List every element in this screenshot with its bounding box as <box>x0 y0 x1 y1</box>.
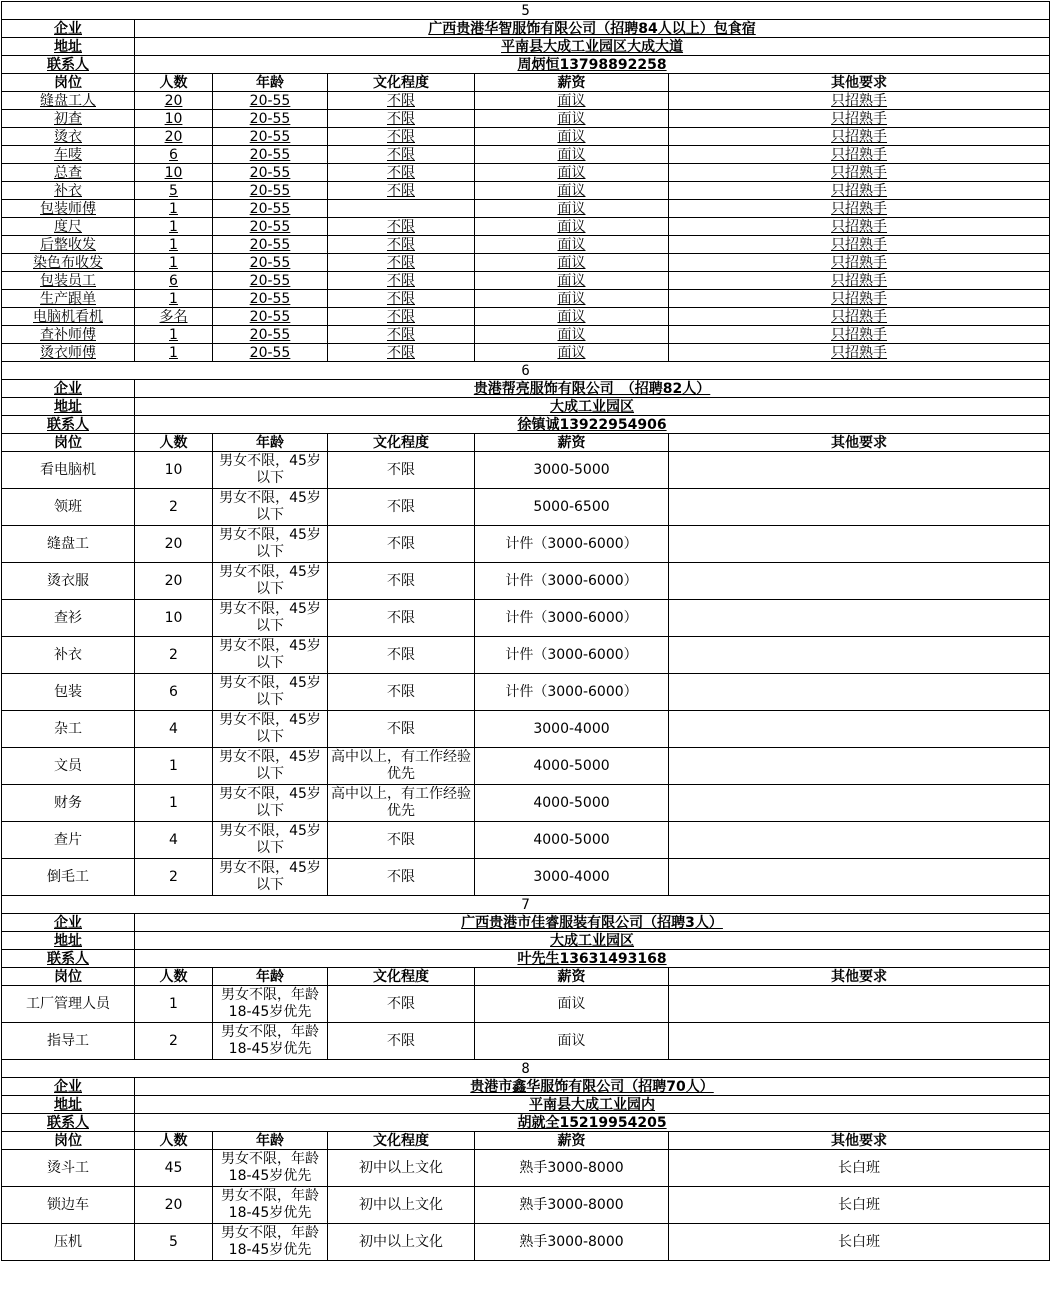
cell-other: 只招熟手 <box>669 290 1050 308</box>
table-row <box>2 637 1050 674</box>
address-label: 地址 <box>2 1096 135 1114</box>
cell-other: 只招熟手 <box>669 218 1050 236</box>
cell-count: 4 <box>135 822 213 859</box>
cell-other: 只招熟手 <box>669 308 1050 326</box>
company-row <box>2 20 1050 38</box>
cell-age: 20-55 <box>213 110 328 128</box>
cell-education: 不限 <box>328 110 475 128</box>
header-education: 文化程度 <box>328 74 475 92</box>
company-value: 广西贵港华智服饰有限公司（招聘84人以上）包食宿 <box>135 20 1050 38</box>
cell-salary: 面议 <box>475 344 669 362</box>
cell-count: 1 <box>135 986 213 1023</box>
cell-salary: 4000-5000 <box>475 748 669 785</box>
cell-age: 20-55 <box>213 326 328 344</box>
cell-position: 包装员工 <box>2 272 135 290</box>
cell-age: 男女不限，年龄18-45岁优先 <box>213 986 328 1023</box>
cell-count: 4 <box>135 711 213 748</box>
cell-count: 1 <box>135 218 213 236</box>
cell-salary: 面议 <box>475 110 669 128</box>
cell-position: 度尺 <box>2 218 135 236</box>
cell-count: 5 <box>135 1224 213 1261</box>
section-number-row <box>2 362 1050 380</box>
cell-other: 只招熟手 <box>669 254 1050 272</box>
cell-education: 不限 <box>328 452 475 489</box>
cell-count: 2 <box>135 859 213 896</box>
cell-age: 男女不限，45岁以下 <box>213 748 328 785</box>
cell-other <box>669 785 1050 822</box>
cell-count: 1 <box>135 344 213 362</box>
section-number-row <box>2 896 1050 914</box>
cell-count: 1 <box>135 785 213 822</box>
company-row <box>2 380 1050 398</box>
cell-salary: 3000-4000 <box>475 859 669 896</box>
cell-education <box>328 200 475 218</box>
header-position: 岗位 <box>2 1132 135 1150</box>
cell-age: 男女不限，45岁以下 <box>213 859 328 896</box>
cell-position: 查补师傅 <box>2 326 135 344</box>
column-header-row <box>2 968 1050 986</box>
header-other: 其他要求 <box>669 434 1050 452</box>
cell-education: 高中以上，有工作经验优先 <box>328 748 475 785</box>
cell-count: 1 <box>135 290 213 308</box>
table-row <box>2 822 1050 859</box>
cell-salary: 熟手3000-8000 <box>475 1224 669 1261</box>
cell-education: 不限 <box>328 859 475 896</box>
cell-count: 1 <box>135 326 213 344</box>
header-education: 文化程度 <box>328 968 475 986</box>
address-value: 平南县大成工业园区大成大道 <box>135 38 1050 56</box>
cell-other: 只招熟手 <box>669 182 1050 200</box>
cell-age: 男女不限，年龄18-45岁优先 <box>213 1023 328 1060</box>
cell-other: 只招熟手 <box>669 92 1050 110</box>
table-row <box>2 785 1050 822</box>
cell-other <box>669 748 1050 785</box>
cell-count: 1 <box>135 254 213 272</box>
table-row <box>2 128 1050 146</box>
company-label: 企业 <box>2 1078 135 1096</box>
cell-position: 补衣 <box>2 637 135 674</box>
cell-count: 5 <box>135 182 213 200</box>
header-count: 人数 <box>135 1132 213 1150</box>
cell-education: 不限 <box>328 637 475 674</box>
cell-education: 不限 <box>328 600 475 637</box>
table-row <box>2 218 1050 236</box>
cell-age: 20-55 <box>213 290 328 308</box>
cell-education: 不限 <box>328 236 475 254</box>
cell-age: 20-55 <box>213 128 328 146</box>
contact-row <box>2 56 1050 74</box>
cell-other: 只招熟手 <box>669 344 1050 362</box>
cell-other <box>669 1023 1050 1060</box>
cell-education: 不限 <box>328 146 475 164</box>
address-row <box>2 1096 1050 1114</box>
cell-salary: 计件（3000-6000） <box>475 637 669 674</box>
cell-position: 查衫 <box>2 600 135 637</box>
header-education: 文化程度 <box>328 434 475 452</box>
cell-age: 男女不限，45岁以下 <box>213 822 328 859</box>
cell-age: 男女不限，45岁以下 <box>213 785 328 822</box>
table-row <box>2 489 1050 526</box>
cell-education: 不限 <box>328 986 475 1023</box>
cell-position: 电脑机看机 <box>2 308 135 326</box>
cell-education: 初中以上文化 <box>328 1224 475 1261</box>
cell-education: 不限 <box>328 128 475 146</box>
cell-age: 男女不限，年龄18-45岁优先 <box>213 1224 328 1261</box>
table-row <box>2 308 1050 326</box>
cell-salary: 面议 <box>475 986 669 1023</box>
cell-salary: 面议 <box>475 146 669 164</box>
table-row <box>2 563 1050 600</box>
address-label: 地址 <box>2 38 135 56</box>
cell-position: 指导工 <box>2 1023 135 1060</box>
cell-salary: 3000-5000 <box>475 452 669 489</box>
cell-position: 文员 <box>2 748 135 785</box>
cell-salary: 面议 <box>475 326 669 344</box>
cell-count: 45 <box>135 1150 213 1187</box>
address-label: 地址 <box>2 398 135 416</box>
cell-salary: 计件（3000-6000） <box>475 600 669 637</box>
cell-position: 查片 <box>2 822 135 859</box>
cell-education: 不限 <box>328 272 475 290</box>
table-row <box>2 254 1050 272</box>
cell-other: 长白班 <box>669 1224 1050 1261</box>
cell-salary: 面议 <box>475 200 669 218</box>
cell-age: 20-55 <box>213 164 328 182</box>
header-salary: 薪资 <box>475 74 669 92</box>
cell-position: 烫斗工 <box>2 1150 135 1187</box>
table-row <box>2 1023 1050 1060</box>
cell-count: 多名 <box>135 308 213 326</box>
cell-salary: 面议 <box>475 1023 669 1060</box>
cell-education: 不限 <box>328 92 475 110</box>
contact-row <box>2 950 1050 968</box>
contact-value: 胡就全15219954205 <box>135 1114 1050 1132</box>
company-label: 企业 <box>2 20 135 38</box>
cell-salary: 3000-4000 <box>475 711 669 748</box>
cell-education: 不限 <box>328 711 475 748</box>
table-row <box>2 290 1050 308</box>
cell-position: 生产跟单 <box>2 290 135 308</box>
cell-education: 不限 <box>328 1023 475 1060</box>
cell-position: 压机 <box>2 1224 135 1261</box>
company-value: 广西贵港市佳睿服装有限公司（招聘3人） <box>135 914 1050 932</box>
cell-other: 只招熟手 <box>669 128 1050 146</box>
address-row <box>2 932 1050 950</box>
cell-salary: 面议 <box>475 128 669 146</box>
table-row <box>2 344 1050 362</box>
section-number-row <box>2 1060 1050 1078</box>
cell-count: 10 <box>135 600 213 637</box>
company-label: 企业 <box>2 914 135 932</box>
cell-age: 20-55 <box>213 92 328 110</box>
contact-row <box>2 1114 1050 1132</box>
table-row <box>2 600 1050 637</box>
table-row <box>2 200 1050 218</box>
cell-age: 20-55 <box>213 308 328 326</box>
cell-salary: 面议 <box>475 290 669 308</box>
cell-count: 20 <box>135 92 213 110</box>
cell-count: 2 <box>135 637 213 674</box>
table-row <box>2 146 1050 164</box>
cell-other: 只招熟手 <box>669 236 1050 254</box>
cell-count: 1 <box>135 200 213 218</box>
cell-salary: 面议 <box>475 308 669 326</box>
header-age: 年龄 <box>213 74 328 92</box>
table-row <box>2 272 1050 290</box>
cell-age: 20-55 <box>213 182 328 200</box>
cell-salary: 4000-5000 <box>475 785 669 822</box>
table-row <box>2 859 1050 896</box>
header-position: 岗位 <box>2 968 135 986</box>
cell-education: 不限 <box>328 164 475 182</box>
table-row <box>2 236 1050 254</box>
cell-position: 后整收发 <box>2 236 135 254</box>
cell-education: 不限 <box>328 308 475 326</box>
table-row <box>2 986 1050 1023</box>
cell-position: 烫衣 <box>2 128 135 146</box>
cell-other <box>669 452 1050 489</box>
cell-age: 20-55 <box>213 200 328 218</box>
cell-count: 10 <box>135 110 213 128</box>
header-other: 其他要求 <box>669 74 1050 92</box>
company-value: 贵港市鑫华服饰有限公司（招聘70人） <box>135 1078 1050 1096</box>
cell-other <box>669 986 1050 1023</box>
header-age: 年龄 <box>213 968 328 986</box>
table-row <box>2 110 1050 128</box>
cell-count: 10 <box>135 452 213 489</box>
cell-education: 不限 <box>328 344 475 362</box>
cell-age: 20-55 <box>213 218 328 236</box>
cell-salary: 面议 <box>475 164 669 182</box>
cell-position: 总查 <box>2 164 135 182</box>
cell-position: 车唛 <box>2 146 135 164</box>
cell-count: 20 <box>135 563 213 600</box>
cell-salary: 4000-5000 <box>475 822 669 859</box>
address-value: 平南县大成工业园内 <box>135 1096 1050 1114</box>
header-salary: 薪资 <box>475 434 669 452</box>
cell-education: 不限 <box>328 563 475 600</box>
cell-other <box>669 859 1050 896</box>
cell-education: 不限 <box>328 254 475 272</box>
cell-education: 不限 <box>328 489 475 526</box>
contact-value: 徐镇诚13922954906 <box>135 416 1050 434</box>
table-row <box>2 711 1050 748</box>
header-position: 岗位 <box>2 74 135 92</box>
cell-count: 2 <box>135 1023 213 1060</box>
cell-salary: 5000-6500 <box>475 489 669 526</box>
cell-position: 初查 <box>2 110 135 128</box>
cell-salary: 计件（3000-6000） <box>475 526 669 563</box>
cell-age: 20-55 <box>213 344 328 362</box>
table-row <box>2 164 1050 182</box>
cell-other <box>669 563 1050 600</box>
cell-other: 只招熟手 <box>669 146 1050 164</box>
cell-education: 不限 <box>328 326 475 344</box>
cell-education: 不限 <box>328 218 475 236</box>
cell-age: 男女不限，45岁以下 <box>213 526 328 563</box>
section-number: 8 <box>2 1060 1050 1078</box>
company-label: 企业 <box>2 380 135 398</box>
column-header-row <box>2 74 1050 92</box>
cell-other: 长白班 <box>669 1187 1050 1224</box>
cell-other <box>669 674 1050 711</box>
section-number: 6 <box>2 362 1050 380</box>
cell-education: 初中以上文化 <box>328 1150 475 1187</box>
address-value: 大成工业园区 <box>135 398 1050 416</box>
table-row <box>2 1187 1050 1224</box>
cell-count: 6 <box>135 674 213 711</box>
cell-position: 缝盘工 <box>2 526 135 563</box>
header-other: 其他要求 <box>669 968 1050 986</box>
cell-salary: 面议 <box>475 236 669 254</box>
cell-age: 男女不限，45岁以下 <box>213 674 328 711</box>
header-age: 年龄 <box>213 434 328 452</box>
cell-position: 杂工 <box>2 711 135 748</box>
table-row <box>2 526 1050 563</box>
cell-salary: 熟手3000-8000 <box>475 1150 669 1187</box>
table-row <box>2 748 1050 785</box>
cell-other <box>669 526 1050 563</box>
cell-position: 缝盘工人 <box>2 92 135 110</box>
cell-count: 20 <box>135 526 213 563</box>
cell-salary: 计件（3000-6000） <box>475 563 669 600</box>
cell-salary: 计件（3000-6000） <box>475 674 669 711</box>
header-salary: 薪资 <box>475 1132 669 1150</box>
contact-label: 联系人 <box>2 416 135 434</box>
table-row <box>2 674 1050 711</box>
cell-other: 只招熟手 <box>669 326 1050 344</box>
cell-other <box>669 822 1050 859</box>
cell-count: 20 <box>135 128 213 146</box>
header-count: 人数 <box>135 74 213 92</box>
address-value: 大成工业园区 <box>135 932 1050 950</box>
cell-education: 高中以上，有工作经验优先 <box>328 785 475 822</box>
cell-position: 工厂管理人员 <box>2 986 135 1023</box>
company-row <box>2 914 1050 932</box>
cell-other: 长白班 <box>669 1150 1050 1187</box>
cell-education: 初中以上文化 <box>328 1187 475 1224</box>
cell-education: 不限 <box>328 290 475 308</box>
cell-age: 男女不限，年龄18-45岁优先 <box>213 1187 328 1224</box>
contact-value: 叶先生13631493168 <box>135 950 1050 968</box>
cell-count: 1 <box>135 236 213 254</box>
table-row <box>2 1150 1050 1187</box>
cell-age: 20-55 <box>213 254 328 272</box>
cell-salary: 面议 <box>475 218 669 236</box>
cell-age: 20-55 <box>213 236 328 254</box>
cell-position: 烫衣服 <box>2 563 135 600</box>
cell-age: 男女不限，45岁以下 <box>213 489 328 526</box>
contact-label: 联系人 <box>2 1114 135 1132</box>
table-row <box>2 182 1050 200</box>
header-age: 年龄 <box>213 1132 328 1150</box>
column-header-row <box>2 434 1050 452</box>
table-row <box>2 326 1050 344</box>
cell-count: 2 <box>135 489 213 526</box>
cell-position: 倒毛工 <box>2 859 135 896</box>
recruitment-table-body <box>2 2 1050 1261</box>
cell-salary: 熟手3000-8000 <box>475 1187 669 1224</box>
cell-other: 只招熟手 <box>669 200 1050 218</box>
cell-salary: 面议 <box>475 182 669 200</box>
cell-education: 不限 <box>328 526 475 563</box>
cell-education: 不限 <box>328 822 475 859</box>
cell-position: 包装 <box>2 674 135 711</box>
cell-position: 看电脑机 <box>2 452 135 489</box>
table-row <box>2 452 1050 489</box>
cell-position: 财务 <box>2 785 135 822</box>
cell-count: 6 <box>135 146 213 164</box>
cell-other <box>669 600 1050 637</box>
header-other: 其他要求 <box>669 1132 1050 1150</box>
cell-position: 包装师傅 <box>2 200 135 218</box>
cell-position: 领班 <box>2 489 135 526</box>
contact-value: 周炳恒13798892258 <box>135 56 1050 74</box>
cell-age: 男女不限，45岁以下 <box>213 452 328 489</box>
address-row <box>2 38 1050 56</box>
section-number: 5 <box>2 2 1050 20</box>
address-row <box>2 398 1050 416</box>
cell-other <box>669 711 1050 748</box>
header-count: 人数 <box>135 968 213 986</box>
address-label: 地址 <box>2 932 135 950</box>
recruitment-table <box>1 1 1050 1261</box>
cell-count: 1 <box>135 748 213 785</box>
cell-position: 染色布收发 <box>2 254 135 272</box>
header-salary: 薪资 <box>475 968 669 986</box>
section-number-row <box>2 2 1050 20</box>
header-position: 岗位 <box>2 434 135 452</box>
company-row <box>2 1078 1050 1096</box>
column-header-row <box>2 1132 1050 1150</box>
cell-other <box>669 637 1050 674</box>
cell-count: 6 <box>135 272 213 290</box>
cell-other: 只招熟手 <box>669 272 1050 290</box>
section-number: 7 <box>2 896 1050 914</box>
cell-position: 补衣 <box>2 182 135 200</box>
cell-salary: 面议 <box>475 92 669 110</box>
cell-other: 只招熟手 <box>669 110 1050 128</box>
contact-label: 联系人 <box>2 950 135 968</box>
cell-position: 烫衣师傅 <box>2 344 135 362</box>
cell-age: 20-55 <box>213 146 328 164</box>
cell-salary: 面议 <box>475 272 669 290</box>
cell-age: 男女不限，45岁以下 <box>213 637 328 674</box>
contact-label: 联系人 <box>2 56 135 74</box>
table-row <box>2 92 1050 110</box>
cell-age: 男女不限，年龄18-45岁优先 <box>213 1150 328 1187</box>
cell-age: 男女不限，45岁以下 <box>213 563 328 600</box>
cell-count: 20 <box>135 1187 213 1224</box>
cell-age: 男女不限，45岁以下 <box>213 600 328 637</box>
cell-education: 不限 <box>328 182 475 200</box>
cell-education: 不限 <box>328 674 475 711</box>
header-education: 文化程度 <box>328 1132 475 1150</box>
table-row <box>2 1224 1050 1261</box>
company-value: 贵港帮亮服饰有限公司 （招聘82人） <box>135 380 1050 398</box>
cell-other: 只招熟手 <box>669 164 1050 182</box>
cell-other <box>669 489 1050 526</box>
cell-count: 10 <box>135 164 213 182</box>
cell-salary: 面议 <box>475 254 669 272</box>
contact-row <box>2 416 1050 434</box>
cell-age: 20-55 <box>213 272 328 290</box>
header-count: 人数 <box>135 434 213 452</box>
cell-position: 锁边车 <box>2 1187 135 1224</box>
cell-age: 男女不限，45岁以下 <box>213 711 328 748</box>
